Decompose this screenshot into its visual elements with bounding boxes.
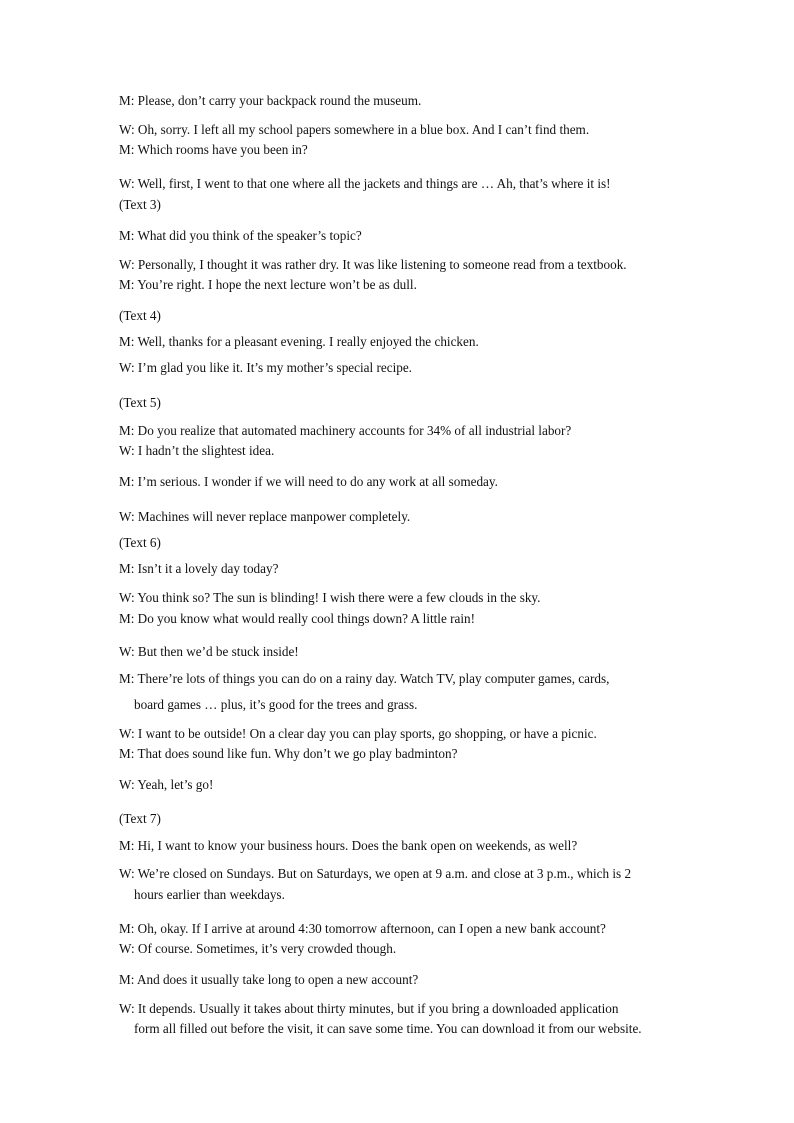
- dialogue-line: W: Of course. Sometimes, it’s very crowded though.: [119, 941, 397, 956]
- section-heading: (Text 4): [119, 308, 161, 323]
- dialogue-line: M: You’re right. I hope the next lecture won’t be as dull.: [119, 277, 417, 292]
- dialogue-line: W: I hadn’t the slightest idea.: [119, 443, 275, 458]
- dialogue-line: M: What did you think of the speaker’s topic?: [119, 228, 362, 243]
- dialogue-line: M: And does it usually take long to open a new account?: [119, 972, 419, 987]
- dialogue-line: W: We’re closed on Sundays. But on Saturdays, we open at 9 a.m. and close at 3 p.m., which is 2: [119, 866, 632, 881]
- section-heading: (Text 6): [119, 535, 161, 550]
- dialogue-line: W: Machines will never replace manpower completely.: [119, 509, 411, 524]
- dialogue-line: W: You think so? The sun is blinding! I wish there were a few clouds in the sky.: [119, 590, 541, 605]
- dialogue-line: W: I’m glad you like it. It’s my mother’s special recipe.: [119, 360, 412, 375]
- dialogue-line: W: Yeah, let’s go!: [119, 777, 214, 792]
- dialogue-line: M: That does sound like fun. Why don’t we go play badminton?: [119, 746, 458, 761]
- section-heading: (Text 5): [119, 395, 161, 410]
- dialogue-line: M: Oh, okay. If I arrive at around 4:30 tomorrow afternoon, can I open a new bank account?: [119, 921, 606, 936]
- dialogue-line: W: But then we’d be stuck inside!: [119, 644, 299, 659]
- dialogue-line: W: Personally, I thought it was rather dry. It was like listening to someone read from a textbook.: [119, 257, 627, 272]
- dialogue-line: W: Oh, sorry. I left all my school papers somewhere in a blue box. And I can’t find them.: [119, 122, 590, 137]
- dialogue-line: M: Which rooms have you been in?: [119, 142, 308, 157]
- dialogue-line: M: There’re lots of things you can do on a rainy day. Watch TV, play computer games, cards,: [119, 671, 610, 686]
- dialogue-line: W: It depends. Usually it takes about thirty minutes, but if you bring a downloaded application: [119, 1001, 619, 1016]
- dialogue-line: M: Hi, I want to know your business hours. Does the bank open on weekends, as well?: [119, 838, 578, 853]
- dialogue-line-continuation: form all filled out before the visit, it can save some time. You can download it from our website.: [134, 1021, 642, 1036]
- dialogue-line: M: I’m serious. I wonder if we will need to do any work at all someday.: [119, 474, 498, 489]
- dialogue-line: M: Please, don’t carry your backpack round the museum.: [119, 93, 422, 108]
- section-heading: (Text 3): [119, 197, 161, 212]
- dialogue-line: M: Do you know what would really cool things down? A little rain!: [119, 611, 476, 626]
- section-heading: (Text 7): [119, 811, 161, 826]
- dialogue-line-continuation: hours earlier than weekdays.: [134, 887, 285, 902]
- dialogue-line: M: Well, thanks for a pleasant evening. I really enjoyed the chicken.: [119, 334, 479, 349]
- dialogue-line: M: Isn’t it a lovely day today?: [119, 561, 279, 576]
- dialogue-line: M: Do you realize that automated machinery accounts for 34% of all industrial labor?: [119, 423, 572, 438]
- dialogue-line-continuation: board games … plus, it’s good for the trees and grass.: [134, 697, 418, 712]
- dialogue-line: W: I want to be outside! On a clear day you can play sports, go shopping, or have a picnic.: [119, 726, 597, 741]
- dialogue-line: W: Well, first, I went to that one where all the jackets and things are … Ah, that’s where it is!: [119, 176, 611, 191]
